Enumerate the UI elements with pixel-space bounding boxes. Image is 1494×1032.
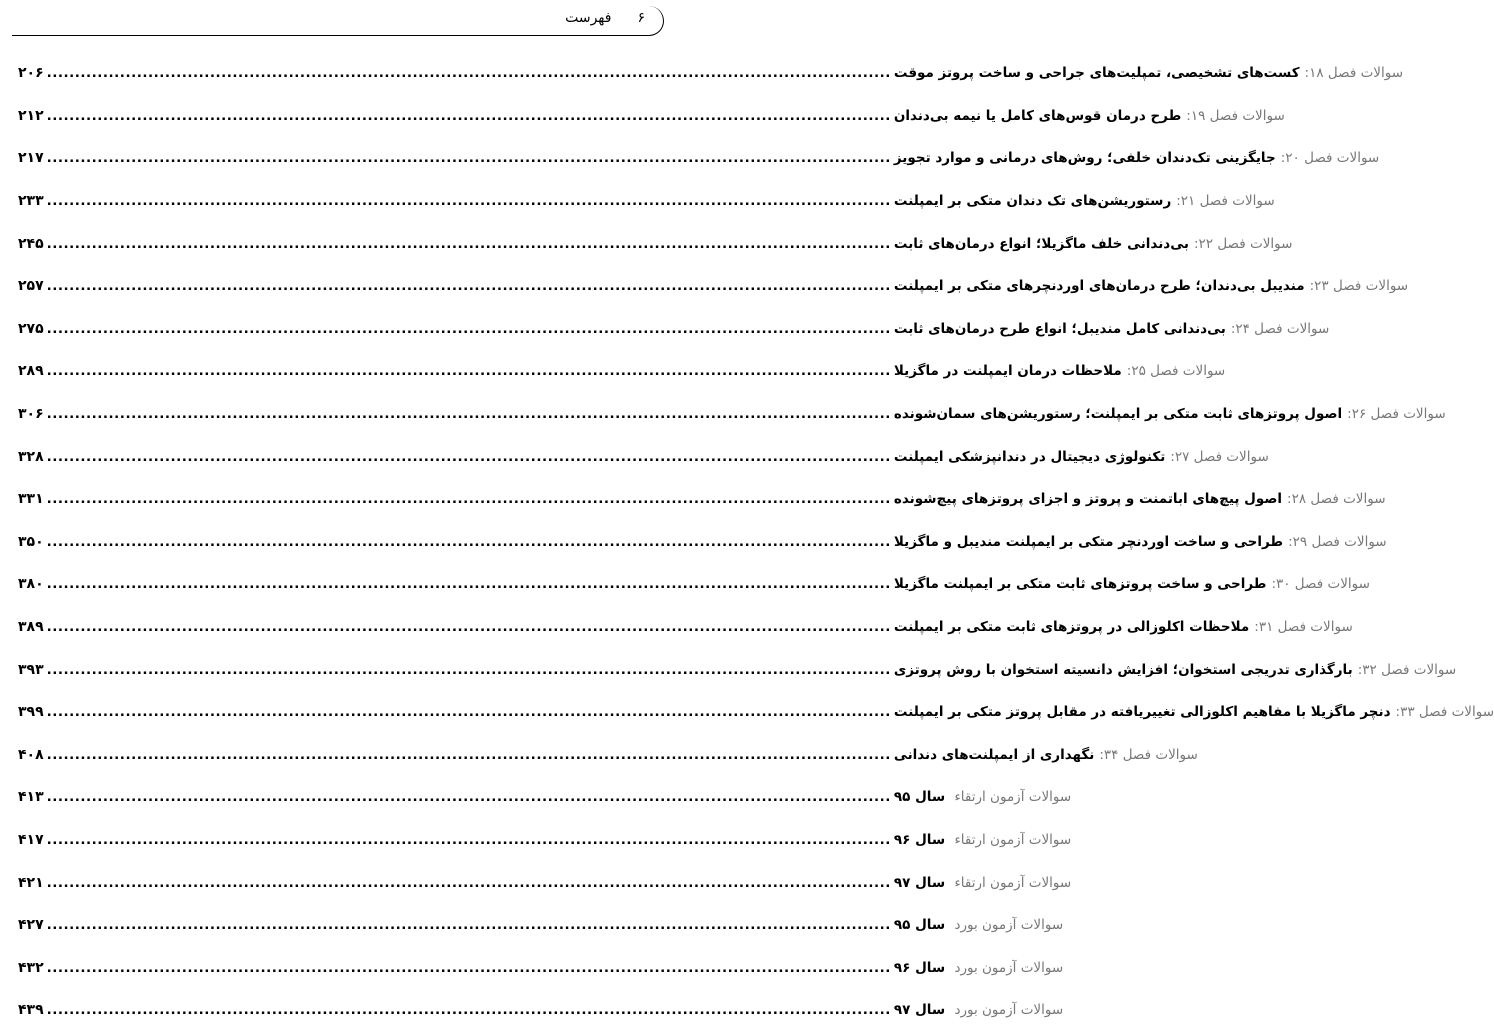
toc-entry-section	[1171, 193, 1275, 209]
toc-entry-section	[1283, 534, 1387, 550]
toc-entry[interactable]	[18, 350, 1226, 393]
toc-entry-section	[1266, 576, 1370, 592]
toc-entry-page-number: ۴۳۲	[18, 959, 44, 976]
toc-entry-title: سال ۹۷	[893, 1002, 946, 1019]
toc-entry-separator: :	[1280, 150, 1286, 167]
toc-entry[interactable]	[18, 819, 1072, 862]
toc-entry-title: بی‌دندانی کامل مندیبل؛ انواع طرح درمان‌های ثابت	[893, 320, 1226, 337]
toc-entry-section	[1122, 363, 1226, 379]
toc-entry[interactable]	[18, 308, 1330, 351]
toc-entry-separator: :	[1186, 107, 1191, 124]
toc-entry-section-label: سوالات فصل ۳۰	[1276, 576, 1370, 593]
toc-entry-section-label: سوالات فصل ۱۹	[1190, 107, 1285, 124]
toc-entry-section	[1094, 747, 1198, 763]
toc-entry-separator: :	[1126, 363, 1132, 380]
toc-entry-separator: :	[1347, 406, 1352, 423]
toc-entry-page-number: ۲۱۷	[18, 150, 44, 167]
toc-entry-section-label: سوالات فصل ۳۴	[1103, 746, 1198, 763]
table-of-contents	[18, 52, 1494, 1032]
toc-entry[interactable]	[18, 989, 1064, 1032]
toc-entry-title: طراحی و ساخت اوردنچر متکی بر ایمپلنت مندیبل و ماگزیلا	[893, 533, 1284, 550]
toc-entry-title: جایگزینی تک‌دندان خلفی؛ روش‌های درمانی و موارد تجویز	[893, 150, 1276, 167]
toc-entry[interactable]	[18, 776, 1072, 819]
toc-leader-dots	[47, 576, 891, 592]
toc-entry-page-number: ۲۴۵	[18, 235, 44, 252]
toc-entry-title: طرح درمان قوس‌های کامل یا نیمه بی‌دندان	[893, 107, 1182, 124]
toc-leader-dots	[47, 1002, 891, 1018]
toc-leader-dots	[47, 832, 891, 848]
toc-entry-section	[1249, 619, 1353, 635]
toc-entry-section	[1165, 449, 1269, 465]
toc-entry-section	[1300, 65, 1404, 81]
toc-entry-section	[945, 960, 1063, 976]
toc-entry-page-number: ۲۱۲	[18, 107, 44, 124]
toc-entry-title: بی‌دندانی خلف ماگزیلا؛ انواع درمان‌های ثابت	[893, 235, 1189, 252]
toc-leader-dots	[47, 65, 891, 81]
toc-entry-separator: :	[1395, 704, 1401, 721]
toc-entry-section-label: سوالات فصل ۲۲	[1198, 235, 1293, 252]
toc-entry-page-number: ۲۸۹	[18, 363, 44, 380]
toc-entry-section	[1181, 108, 1285, 124]
toc-entry-separator: :	[1099, 746, 1104, 763]
toc-entry-page-number: ۳۹۹	[18, 704, 44, 721]
toc-entry-section	[945, 789, 1071, 805]
toc-entry-page-number: ۳۲۸	[18, 448, 44, 465]
toc-entry-section-label: سوالات آزمون ارتقاء	[954, 831, 1072, 848]
toc-entry-title: طراحی و ساخت پروتزهای ثابت متکی بر ایمپلنت ماگزیلا	[893, 576, 1267, 593]
toc-entry-separator: :	[1288, 533, 1293, 550]
page-header	[12, 6, 664, 36]
toc-entry-section-label: سوالات فصل ۲۷	[1174, 448, 1269, 465]
toc-entry-section-label: سوالات آزمون بورد	[954, 917, 1064, 934]
toc-entry-page-number: ۴۰۸	[18, 746, 44, 763]
toc-leader-dots	[47, 278, 891, 294]
toc-entry[interactable]	[18, 691, 1494, 734]
toc-entry-separator: :	[1271, 576, 1276, 593]
toc-entry-separator: :	[1193, 235, 1199, 252]
toc-leader-dots	[47, 150, 891, 166]
toc-entry-title: دنچر ماگزیلا با مفاهیم اکلوزالی تغییریافته در مقابل پروتز متکی بر ایمپلنت	[893, 704, 1391, 721]
toc-entry-page-number: ۲۷۵	[18, 320, 44, 337]
toc-entry-title: بارگذاری تدریجی استخوان؛ افزایش دانسیته استخوان با روش پروتزی	[893, 661, 1353, 678]
toc-entry[interactable]	[18, 265, 1409, 308]
toc-leader-dots	[47, 236, 891, 252]
toc-entry-section-label: سوالات آزمون بورد	[954, 1002, 1064, 1019]
toc-entry[interactable]	[18, 946, 1064, 989]
toc-entry-page-number: ۴۱۷	[18, 831, 44, 848]
toc-entry-title: ملاحظات اکلوزالی در پروتزهای ثابت متکی بر ایمپلنت	[893, 619, 1250, 636]
toc-entry-section-label: سوالات فصل ۲۰	[1285, 150, 1380, 167]
toc-leader-dots	[47, 363, 891, 379]
toc-entry-title: سال ۹۶	[893, 959, 946, 976]
toc-entry-page-number: ۳۸۰	[18, 576, 44, 593]
toc-entry-title: نگهداری از ایمپلنت‌های دندانی	[893, 746, 1095, 763]
toc-entry[interactable]	[18, 904, 1064, 947]
toc-leader-dots	[47, 491, 891, 507]
toc-entry-section	[945, 1002, 1063, 1018]
toc-entry-page-number: ۳۳۱	[18, 491, 44, 508]
page-title: فهرست	[565, 10, 612, 26]
toc-entry-section	[1189, 236, 1293, 252]
toc-leader-dots	[47, 875, 891, 891]
toc-entry-title: رستوریشن‌های تک دندان متکی بر ایمپلنت	[893, 193, 1172, 210]
toc-entry-title: ملاحظات درمان ایمپلنت در ماگزیلا	[893, 363, 1122, 380]
toc-entry-page-number: ۳۸۹	[18, 619, 44, 636]
page-number: ۶	[637, 10, 645, 26]
toc-entry-section	[945, 875, 1071, 891]
toc-entry-title: تکنولوژی دیجیتال در دندانپزشکی ایمپلنت	[893, 448, 1166, 465]
toc-entry-section	[1391, 704, 1494, 720]
toc-entry-section-label: سوالات فصل ۱۸	[1309, 65, 1404, 82]
toc-entry[interactable]	[18, 393, 1446, 436]
toc-entry-page-number: ۴۲۱	[18, 874, 44, 891]
toc-entry-section-label: سوالات فصل ۲۹	[1292, 533, 1387, 550]
toc-entry-page-number: ۴۲۷	[18, 917, 44, 934]
toc-leader-dots	[47, 406, 891, 422]
toc-entry-page-number: ۴۳۹	[18, 1002, 44, 1019]
toc-entry-separator: :	[1287, 491, 1292, 508]
toc-entry-section	[1282, 491, 1386, 507]
toc-entry-separator: :	[1309, 278, 1315, 295]
toc-entry[interactable]	[18, 52, 1404, 95]
toc-entry[interactable]	[18, 734, 1198, 777]
toc-entry-page-number: ۳۹۳	[18, 661, 44, 678]
toc-entry-section	[945, 917, 1063, 933]
toc-leader-dots	[47, 193, 891, 209]
toc-entry[interactable]	[18, 521, 1387, 564]
toc-leader-dots	[47, 449, 891, 465]
toc-entry-page-number: ۲۰۶	[18, 65, 44, 82]
toc-entry[interactable]	[18, 222, 1293, 265]
toc-entry[interactable]	[18, 180, 1275, 223]
toc-leader-dots	[47, 789, 891, 805]
toc-entry-title: سال ۹۷	[893, 874, 946, 891]
toc-entry[interactable]	[18, 137, 1380, 180]
toc-entry-section-label: سوالات فصل ۳۲	[1362, 661, 1457, 678]
toc-leader-dots	[47, 704, 891, 720]
toc-entry-section	[945, 832, 1071, 848]
toc-entry-title: اصول پیچ‌های اباتمنت و پروتز و اجزای پروتزهای پیچ‌شونده	[893, 491, 1283, 508]
toc-leader-dots	[47, 619, 891, 635]
toc-leader-dots	[47, 917, 891, 933]
toc-leader-dots	[47, 747, 891, 763]
toc-entry-section-label: سوالات آزمون بورد	[954, 959, 1064, 976]
toc-entry-title: کست‌های تشخیصی، تمپلیت‌های جراحی و ساخت پروتز موقت	[893, 65, 1300, 82]
toc-entry[interactable]	[18, 95, 1285, 138]
toc-entry[interactable]	[18, 861, 1072, 904]
toc-entry-section-label: سوالات فصل ۲۴	[1235, 320, 1330, 337]
toc-entry-page-number: ۳۵۰	[18, 533, 44, 550]
toc-entry-section-label: سوالات فصل ۲۳	[1314, 278, 1409, 295]
toc-entry-section	[1305, 278, 1409, 294]
toc-leader-dots	[47, 321, 891, 337]
toc-entry-separator: :	[1254, 619, 1259, 636]
toc-entry[interactable]	[18, 648, 1457, 691]
toc-entry-page-number: ۲۳۳	[18, 193, 44, 210]
toc-entry-section-label: سوالات فصل ۲۸	[1291, 491, 1386, 508]
toc-entry-title: مندیبل بی‌دندان؛ طرح درمان‌های اوردنچرهای متکی بر ایمپلنت	[893, 278, 1305, 295]
toc-entry-page-number: ۳۰۶	[18, 406, 44, 423]
toc-entry-section-label: سوالات فصل ۳۳	[1400, 704, 1494, 721]
toc-entry-section-label: سوالات فصل ۲۶	[1351, 406, 1446, 423]
toc-entry-separator: :	[1304, 65, 1310, 82]
toc-entry-title: سال ۹۵	[893, 789, 946, 806]
toc-entry-section-label: سوالات فصل ۲۱	[1180, 193, 1275, 210]
toc-entry-page-number: ۲۵۷	[18, 278, 44, 295]
toc-entry-section-label: سوالات فصل ۲۵	[1131, 363, 1226, 380]
toc-entry-title: سال ۹۶	[893, 831, 946, 848]
toc-entry-section	[1226, 321, 1330, 337]
toc-entry-separator: :	[1176, 193, 1181, 210]
toc-entry-section-label: سوالات فصل ۳۱	[1258, 619, 1353, 636]
toc-entry-page-number: ۴۱۳	[18, 789, 44, 806]
toc-entry[interactable]	[18, 478, 1386, 521]
toc-entry[interactable]	[18, 606, 1353, 649]
toc-leader-dots	[47, 662, 891, 678]
toc-entry-separator: :	[1357, 661, 1363, 678]
toc-entry-separator: :	[1230, 320, 1236, 337]
toc-leader-dots	[47, 534, 891, 550]
toc-entry-title: اصول پروتزهای ثابت متکی بر ایمپلنت؛ رستوریشن‌های سمان‌شونده	[893, 406, 1343, 423]
toc-entry-section	[1342, 406, 1446, 422]
toc-entry-separator: :	[1170, 448, 1175, 465]
toc-entry-title: سال ۹۵	[893, 917, 946, 934]
toc-entry-section-label: سوالات آزمون ارتقاء	[954, 874, 1072, 891]
toc-entry-section	[1353, 662, 1457, 678]
toc-leader-dots	[47, 960, 891, 976]
toc-entry[interactable]	[18, 563, 1370, 606]
toc-entry-section-label: سوالات آزمون ارتقاء	[954, 789, 1072, 806]
toc-entry[interactable]	[18, 435, 1269, 478]
toc-entry-section	[1276, 150, 1380, 166]
toc-leader-dots	[47, 108, 891, 124]
